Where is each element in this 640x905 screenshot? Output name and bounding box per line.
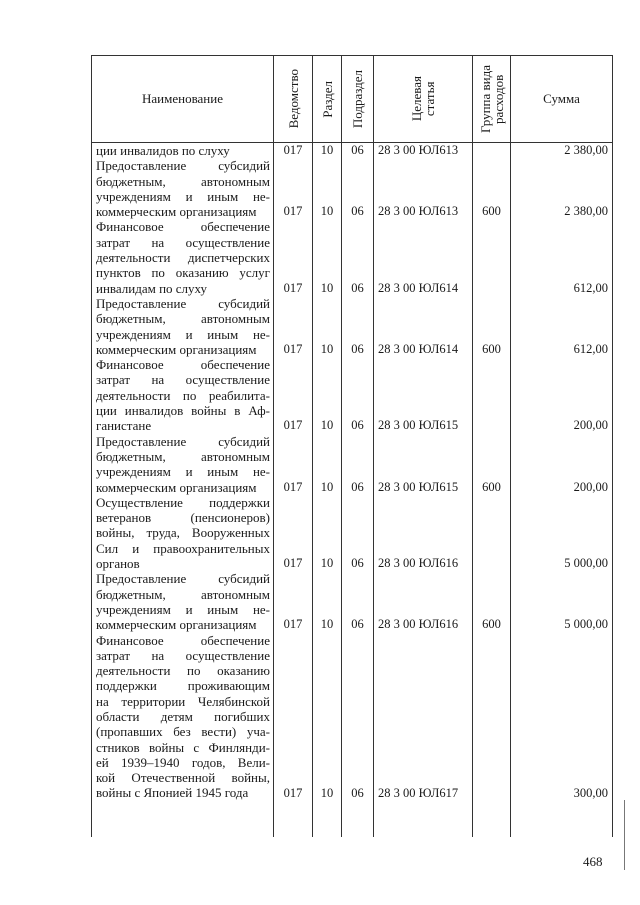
- column-rule: [91, 55, 92, 837]
- celevaya-cell: 28 3 00 ЮЛ614: [378, 341, 459, 356]
- name-line: деятельности по оказанию: [96, 663, 270, 679]
- name-line: на территории Челябинской: [96, 693, 270, 709]
- gruppa-cell: 600: [482, 341, 501, 356]
- razdel-cell: 10: [320, 556, 334, 571]
- column-rule: [341, 55, 342, 837]
- name-line: Финансовое обеспечение: [96, 357, 270, 373]
- vedomstvo-cell: 017: [283, 143, 303, 157]
- name-line: ганистане: [96, 418, 152, 434]
- name-line: учреждениям и иным не-: [96, 601, 270, 617]
- name-line: Осуществление поддержки: [96, 494, 270, 510]
- name-line: деятельности по реабилита-: [96, 387, 270, 403]
- razdel-cell: 10: [320, 785, 334, 800]
- header-vedomstvo: [274, 56, 312, 142]
- name-line: затрат на осуществление: [96, 372, 270, 388]
- name-line: коммерческим организациям: [96, 341, 257, 357]
- header-gruppa-line2: расходов: [490, 74, 506, 124]
- name-line: ции инвалидов войны в Аф-: [96, 403, 270, 419]
- header-name-label: Наименование: [142, 91, 223, 106]
- vedomstvo-cell: 017: [283, 479, 303, 494]
- podrazdel-cell: 06: [351, 280, 364, 295]
- name-line: Предоставление субсидий: [96, 295, 270, 311]
- name-line: Финансовое обеспечение: [96, 632, 270, 648]
- name-line: коммерческим организациям: [96, 617, 257, 633]
- podrazdel-cell: 06: [351, 617, 364, 632]
- name-line: коммерческим организациям: [96, 204, 257, 220]
- column-rule: [373, 55, 374, 837]
- vedomstvo-cell: 017: [283, 785, 303, 800]
- podrazdel-cell: 06: [351, 341, 364, 356]
- name-line: учреждениям и иным не-: [96, 326, 270, 342]
- vedomstvo-cell: 017: [283, 617, 303, 632]
- razdel-cell: 10: [320, 617, 334, 632]
- name-line: пунктов по оказанию услуг: [96, 265, 270, 281]
- column-rule: [510, 55, 511, 837]
- razdel-cell: 10: [320, 204, 334, 219]
- column-rule: [273, 55, 274, 837]
- header-celevaya-label: [410, 76, 436, 121]
- podrazdel-cell: 06: [351, 204, 364, 219]
- name-line: ции инвалидов по слуху: [96, 143, 230, 158]
- podrazdel-cell: 06: [351, 556, 364, 571]
- name-line: поддержки проживающим: [96, 678, 270, 694]
- name-line: Предоставление субсидий: [96, 433, 270, 449]
- razdel-cell: 10: [320, 280, 334, 295]
- podrazdel-cell: 06: [351, 143, 364, 157]
- name-line: Финансовое обеспечение: [96, 219, 270, 235]
- summa-cell: 200,00: [573, 479, 608, 494]
- margin-mark: [624, 800, 625, 870]
- razdel-cell: 10: [320, 341, 334, 356]
- vedomstvo-cell: 017: [283, 280, 303, 295]
- celevaya-cell: 28 3 00 ЮЛ616: [378, 556, 459, 571]
- celevaya-cell: 28 3 00 ЮЛ616: [378, 617, 459, 632]
- summa-cell: 612,00: [573, 341, 608, 356]
- celevaya-cell: 28 3 00 ЮЛ615: [378, 479, 459, 494]
- column-rule: [312, 55, 313, 837]
- celevaya-cell: 28 3 00 ЮЛ617: [378, 785, 459, 800]
- name-line: войны с Японией 1945 года: [96, 785, 249, 801]
- header-razdel-label: Раздел: [319, 80, 335, 118]
- vedomstvo-cell: 017: [283, 556, 303, 571]
- header-celevaya-line2: статья: [422, 81, 437, 117]
- name-line: (пропавших без вести) уча-: [96, 724, 270, 740]
- name-line: стников войны с Финлянди-: [96, 739, 270, 755]
- celevaya-cell: 28 3 00 ЮЛ613: [378, 143, 459, 157]
- header-name: [92, 56, 273, 142]
- razdel-cell: 10: [320, 418, 334, 433]
- page-number: 468: [583, 854, 603, 869]
- summa-cell: 5 000,00: [564, 556, 608, 571]
- header-gruppa-label: [479, 65, 505, 133]
- name-line: бюджетным, автономным: [96, 173, 270, 189]
- name-line: органов: [96, 556, 140, 572]
- podrazdel-cell: 06: [351, 785, 364, 800]
- summa-cell: 300,00: [573, 785, 608, 800]
- razdel-cell: 10: [320, 143, 334, 157]
- gruppa-cell: 600: [482, 479, 501, 494]
- summa-cell: 2 380,00: [564, 204, 608, 219]
- vedomstvo-cell: 017: [283, 341, 303, 356]
- name-line: Сил и правоохранительных: [96, 540, 270, 556]
- header-summa: [511, 56, 612, 142]
- razdel-cell: 10: [320, 479, 334, 494]
- name-line: затрат на осуществление: [96, 647, 270, 663]
- vedomstvo-cell: 017: [283, 418, 303, 433]
- name-line: бюджетным, автономным: [96, 586, 270, 602]
- name-line: области детям погибших: [96, 708, 270, 724]
- celevaya-cell: 28 3 00 ЮЛ614: [378, 280, 459, 295]
- header-celevaya: [374, 56, 472, 142]
- name-line: деятельности диспетчерских: [96, 250, 270, 266]
- summa-cell: 2 380,00: [564, 143, 608, 157]
- header-podrazdel-label: Подраздел: [350, 69, 365, 129]
- podrazdel-cell: 06: [351, 479, 364, 494]
- name-line: ей 1939–1940 годов, Вели-: [96, 754, 270, 770]
- name-line: затрат на осуществление: [96, 234, 270, 250]
- name-line: бюджетным, автономным: [96, 448, 270, 464]
- column-rule: [472, 55, 473, 837]
- name-line: бюджетным, автономным: [96, 311, 270, 327]
- name-line: коммерческим организациям: [96, 479, 257, 495]
- name-line: войны, труда, Вооруженных: [96, 525, 270, 541]
- header-gruppa-line1: Группа вида: [477, 65, 493, 133]
- name-line: кой Отечественной войны,: [96, 770, 270, 786]
- summa-cell: 612,00: [573, 280, 608, 295]
- name-line: ветеранов (пенсионеров): [96, 510, 270, 526]
- header-celevaya-line1: Целевая: [409, 76, 424, 122]
- header-vedomstvo-label: Ведомство: [285, 69, 301, 129]
- gruppa-cell: 600: [482, 617, 501, 632]
- name-column: [96, 143, 270, 801]
- header-summa-label: Сумма: [543, 91, 580, 106]
- podrazdel-cell: 06: [351, 418, 364, 433]
- celevaya-cell: 28 3 00 ЮЛ615: [378, 418, 459, 433]
- header-razdel: [313, 56, 341, 142]
- header-gruppa: [473, 56, 510, 142]
- name-line: Предоставление субсидий: [96, 571, 270, 587]
- summa-cell: 200,00: [573, 418, 608, 433]
- name-line: учреждениям и иным не-: [96, 188, 270, 204]
- summa-cell: 5 000,00: [564, 617, 608, 632]
- header-podrazdel: [342, 56, 373, 142]
- gruppa-cell: 600: [482, 204, 501, 219]
- column-rule: [612, 55, 613, 837]
- name-line: Предоставление субсидий: [96, 158, 270, 174]
- name-line: инвалидам по слуху: [96, 280, 208, 296]
- name-line: учреждениям и иным не-: [96, 464, 270, 480]
- vedomstvo-cell: 017: [283, 204, 303, 219]
- celevaya-cell: 28 3 00 ЮЛ613: [378, 204, 459, 219]
